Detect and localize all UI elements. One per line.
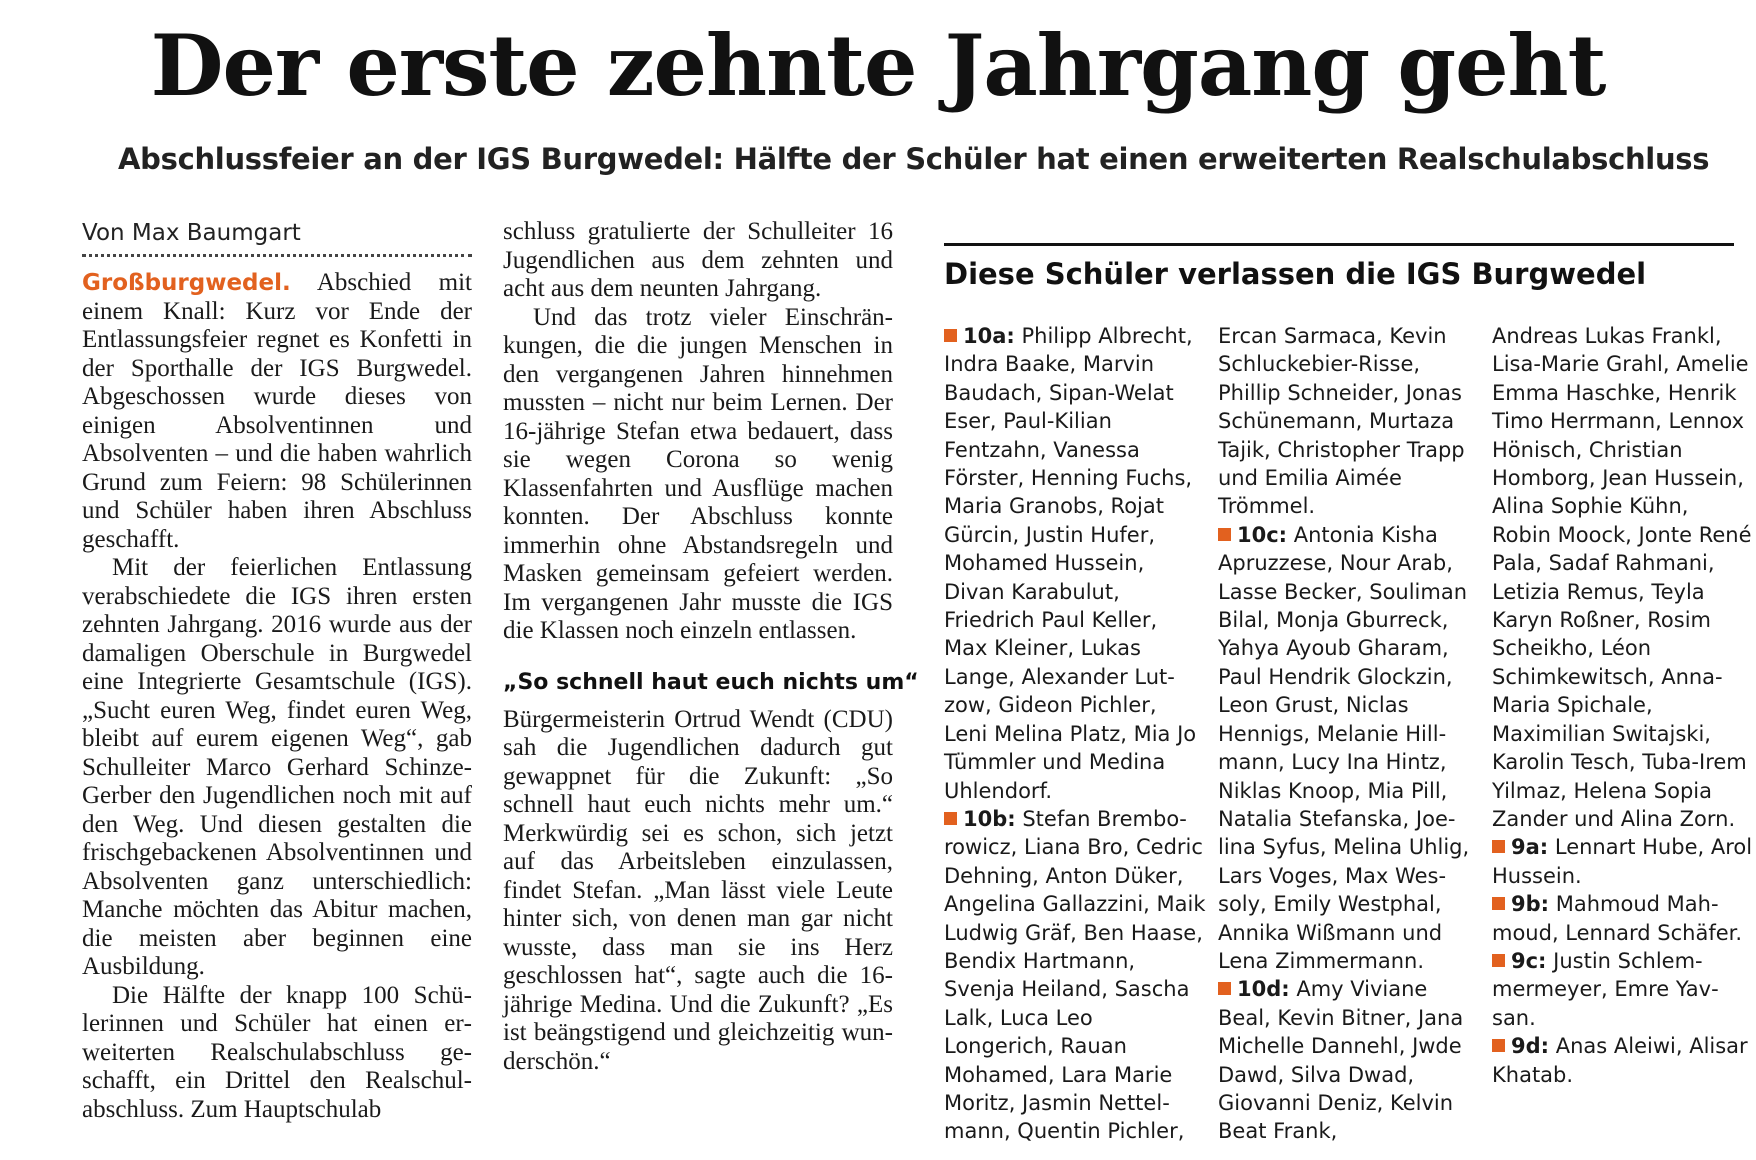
class-label: 10c:	[1237, 522, 1288, 547]
square-bullet-icon	[944, 812, 957, 825]
square-bullet-icon	[1492, 840, 1505, 853]
paragraph-text: Abschied mit einem Knall: Kurz vor Ende der Entlassungsfeier regnet es Konfetti in der Sporthalle der IGS Burgwedel. Abgeschossen wurde dieses von einigen Absolventinnen und Absolventen – und die haben wahrlich Grund zum Feiern: 98 Schülerinnen und Schüler haben ihren Abschluss geschafft.	[82, 269, 473, 553]
article-paragraph: Bürgermeisterin Ortrud Wendt (CDU) sah die Jugendlichen dadurch gut gewappnet für die Zukunft: „So schnell haut euch nichts mehr um.“ Merkwürdig sei es schon, sich jetzt auf das Arbeitsleben einzulassen, findet Stefan. „Man lässt viele Leute hinter sich, von denen man gar nicht wusste, dass man sie ins Herz geschlossen hat“, sagte auch die 16-jährige Medina. Und die Zukunft? „Es ist beängstigend und gleichzeitig wunderschön.“	[503, 705, 893, 1075]
article-column-1	[82, 218, 472, 1124]
square-bullet-icon	[1218, 528, 1231, 541]
class-label: 10a:	[963, 324, 1015, 348]
square-bullet-icon	[1218, 982, 1231, 995]
class-list-continuation: Andreas Lukas Frankl, Lisa-Marie Grahl, Amelie Emma Haschke, Henrik Timo Herrmann, Lennox Hönisch, Christian Homborg, Jean Hussein, Alina Sophie Kühn, Robin Moock, Jonte René Pala, Sadaf Rahmani, Letizia Remus, Teyla Karyn Roßner, Rosim Scheikho, Léon Schimkewitsch, Anna-Maria Spichale, Maximilian Switajski, Karolin Tesch, Tuba-Irem Yilmaz, Helena Sopia Zander und Alina Zorn.	[1492, 324, 1752, 831]
class-label: 9c:	[1511, 948, 1547, 973]
class-list-item	[1218, 975, 1480, 1145]
class-list-item	[1492, 947, 1754, 1032]
class-list-continuation: Ercan Sarmaca, Kevin Schluckebier-Risse, Phillip Schneider, Jonas Schünemann, Murtaza Tajik, Christopher Trapp und Emilia Aimée Trömmel.	[1218, 324, 1465, 519]
byline: Von Max Baumgart	[82, 218, 472, 257]
class-list-item	[1492, 890, 1754, 947]
class-label: 10d:	[1237, 977, 1290, 1002]
article-paragraph	[82, 269, 472, 554]
class-names: Lennart Hube, Arol Hussein.	[1492, 835, 1753, 888]
class-names: Antonia Kisha Apruzzese, Nour Arab, Lasse Becker, Souliman Bilal, Monja Gburreck, Yahya Ayoub Gharam, Paul Hendrik Glockzin, Leon Grust, Niclas Hennigs, Melanie Hillmann, Lucy Ina Hintz, Niklas Knoop, Mia Pill, Natalia Stefanska, Joelina Syfus, Melina Uhlig, Lars Voges, Max Wessoly, Emily Westphal, Annika Wißmann und Lena Zimmermann.	[1218, 522, 1470, 973]
article-subhead: „So schnell haut euch nichts um“	[503, 669, 919, 695]
box-title: Diese Schüler verlassen die IGS Burgwedel	[944, 257, 1647, 291]
class-label: 9d:	[1511, 1034, 1550, 1059]
article-paragraph: Mit der feierlichen Entlassung verabschiedete die IGS ihren ersten zehnten Jahrgang. 2016 wurde aus der damaligen Oberschule in Burgwedel eine Integrierte Gesamtschule (IGS). „Sucht euren Weg, findet euren Weg, bleibt auf eurem eigenen Weg“, gab Schulleiter Marco Gerhard Schinze-Gerber den Jugendlichen noch mit auf den Weg. Und diesen gestalten die frischgebackenen Absolventinnen und Absolventen ganz unterschiedlich: Manche möchten das Abitur machen, die meisten aber beginnen eine Ausbildung.	[82, 554, 472, 980]
subheadline: Abschlussfeier an der IGS Burgwedel: Hälfte der Schüler hat einen erweiterten Realschulabschluss	[118, 142, 1710, 176]
class-label: 10b:	[963, 806, 1016, 831]
square-bullet-icon	[1492, 897, 1505, 910]
article-paragraph: schluss gratulierte der Schulleiter 16 Jugendlichen aus dem zehnten und acht aus dem neunten Jahrgang.	[503, 218, 893, 302]
square-bullet-icon	[1492, 1039, 1505, 1052]
article-column-2	[503, 218, 919, 1076]
names-column-1	[944, 322, 1206, 1146]
headline: Der erste zehnte Jahrgang geht	[150, 16, 1606, 115]
names-column-3	[1492, 322, 1754, 1089]
class-list-item	[944, 805, 1206, 1146]
class-label: 9b:	[1511, 892, 1550, 917]
class-names: Amy Viviane Beal, Kevin Bitner, Jana Michelle Dannehl, Jwde Dawd, Silva Dwad, Giovanni Deniz, Kelvin Beat Frank,	[1218, 977, 1464, 1144]
class-names: Justin Schlemmermeyer, Emre Yavsan.	[1492, 948, 1719, 1030]
class-names: Philipp Albrecht, Indra Baake, Marvin Baudach, Sipan-Welat Eser, Paul-Kilian Fentzahn, Vanessa Förster, Henning Fuchs, Maria Granobs, Rojat Gürcin, Justin Hufer, Mohamed Hussein, Divan Karabulut, Friedrich Paul Keller, Max Kleiner, Lukas Lange, Alexander Lutzow, Gideon Pichler, Leni Melina Platz, Mia Jo Tümmler und Medina Uhlendorf.	[944, 324, 1197, 803]
class-list-item	[1218, 521, 1480, 976]
names-column-2	[1218, 322, 1480, 1146]
class-names: Anas Aleiwi, Alisar Khatab.	[1492, 1034, 1748, 1087]
article-paragraph: Und das trotz vieler Einschränkungen, die die jungen Menschen in den vergangenen Jahren hinnehmen mussten – nicht nur beim Lernen. Der 16-jährige Stefan etwa bedauert, dass sie wegen Corona so wenig Klassenfahrten und Ausflüge machen konnten. Der Abschluss konnte immerhin ohne Abstandsregeln und Masken gemeinsam gefeiert werden. Im vergangenen Jahr musste die IGS die Klassen noch einzeln entlassen.	[503, 303, 893, 644]
square-bullet-icon	[1492, 954, 1505, 967]
class-names: Stefan Bremborowicz, Liana Bro, Cedric Dehning, Anton Düker, Angelina Gallazzini, Maik Ludwig Gräf, Ben Haase, Bendix Hartmann, Svenja Heiland, Sascha Lalk, Luca Leo Longerich, Rauan Mohamed, Lara Marie Moritz, Jasmin Nettelmann, Quentin Pichler,	[944, 806, 1206, 1144]
class-list-item	[944, 322, 1206, 805]
square-bullet-icon	[944, 329, 957, 342]
class-list-item	[1492, 1032, 1754, 1089]
article-paragraph: Die Hälfte der knapp 100 Schülerinnen und Schüler hat einen erweiterten Realschulabschluss geschafft, ein Drittel den Realschulabschluss. Zum Hauptschulab	[82, 981, 472, 1123]
class-list-item	[1492, 833, 1754, 890]
class-names: Mahmoud Mahmoud, Lennard Schäfer.	[1492, 892, 1743, 945]
class-label: 9a:	[1511, 835, 1549, 860]
dateline: Großburgwedel.	[82, 270, 291, 296]
box-top-rule	[944, 243, 1734, 246]
